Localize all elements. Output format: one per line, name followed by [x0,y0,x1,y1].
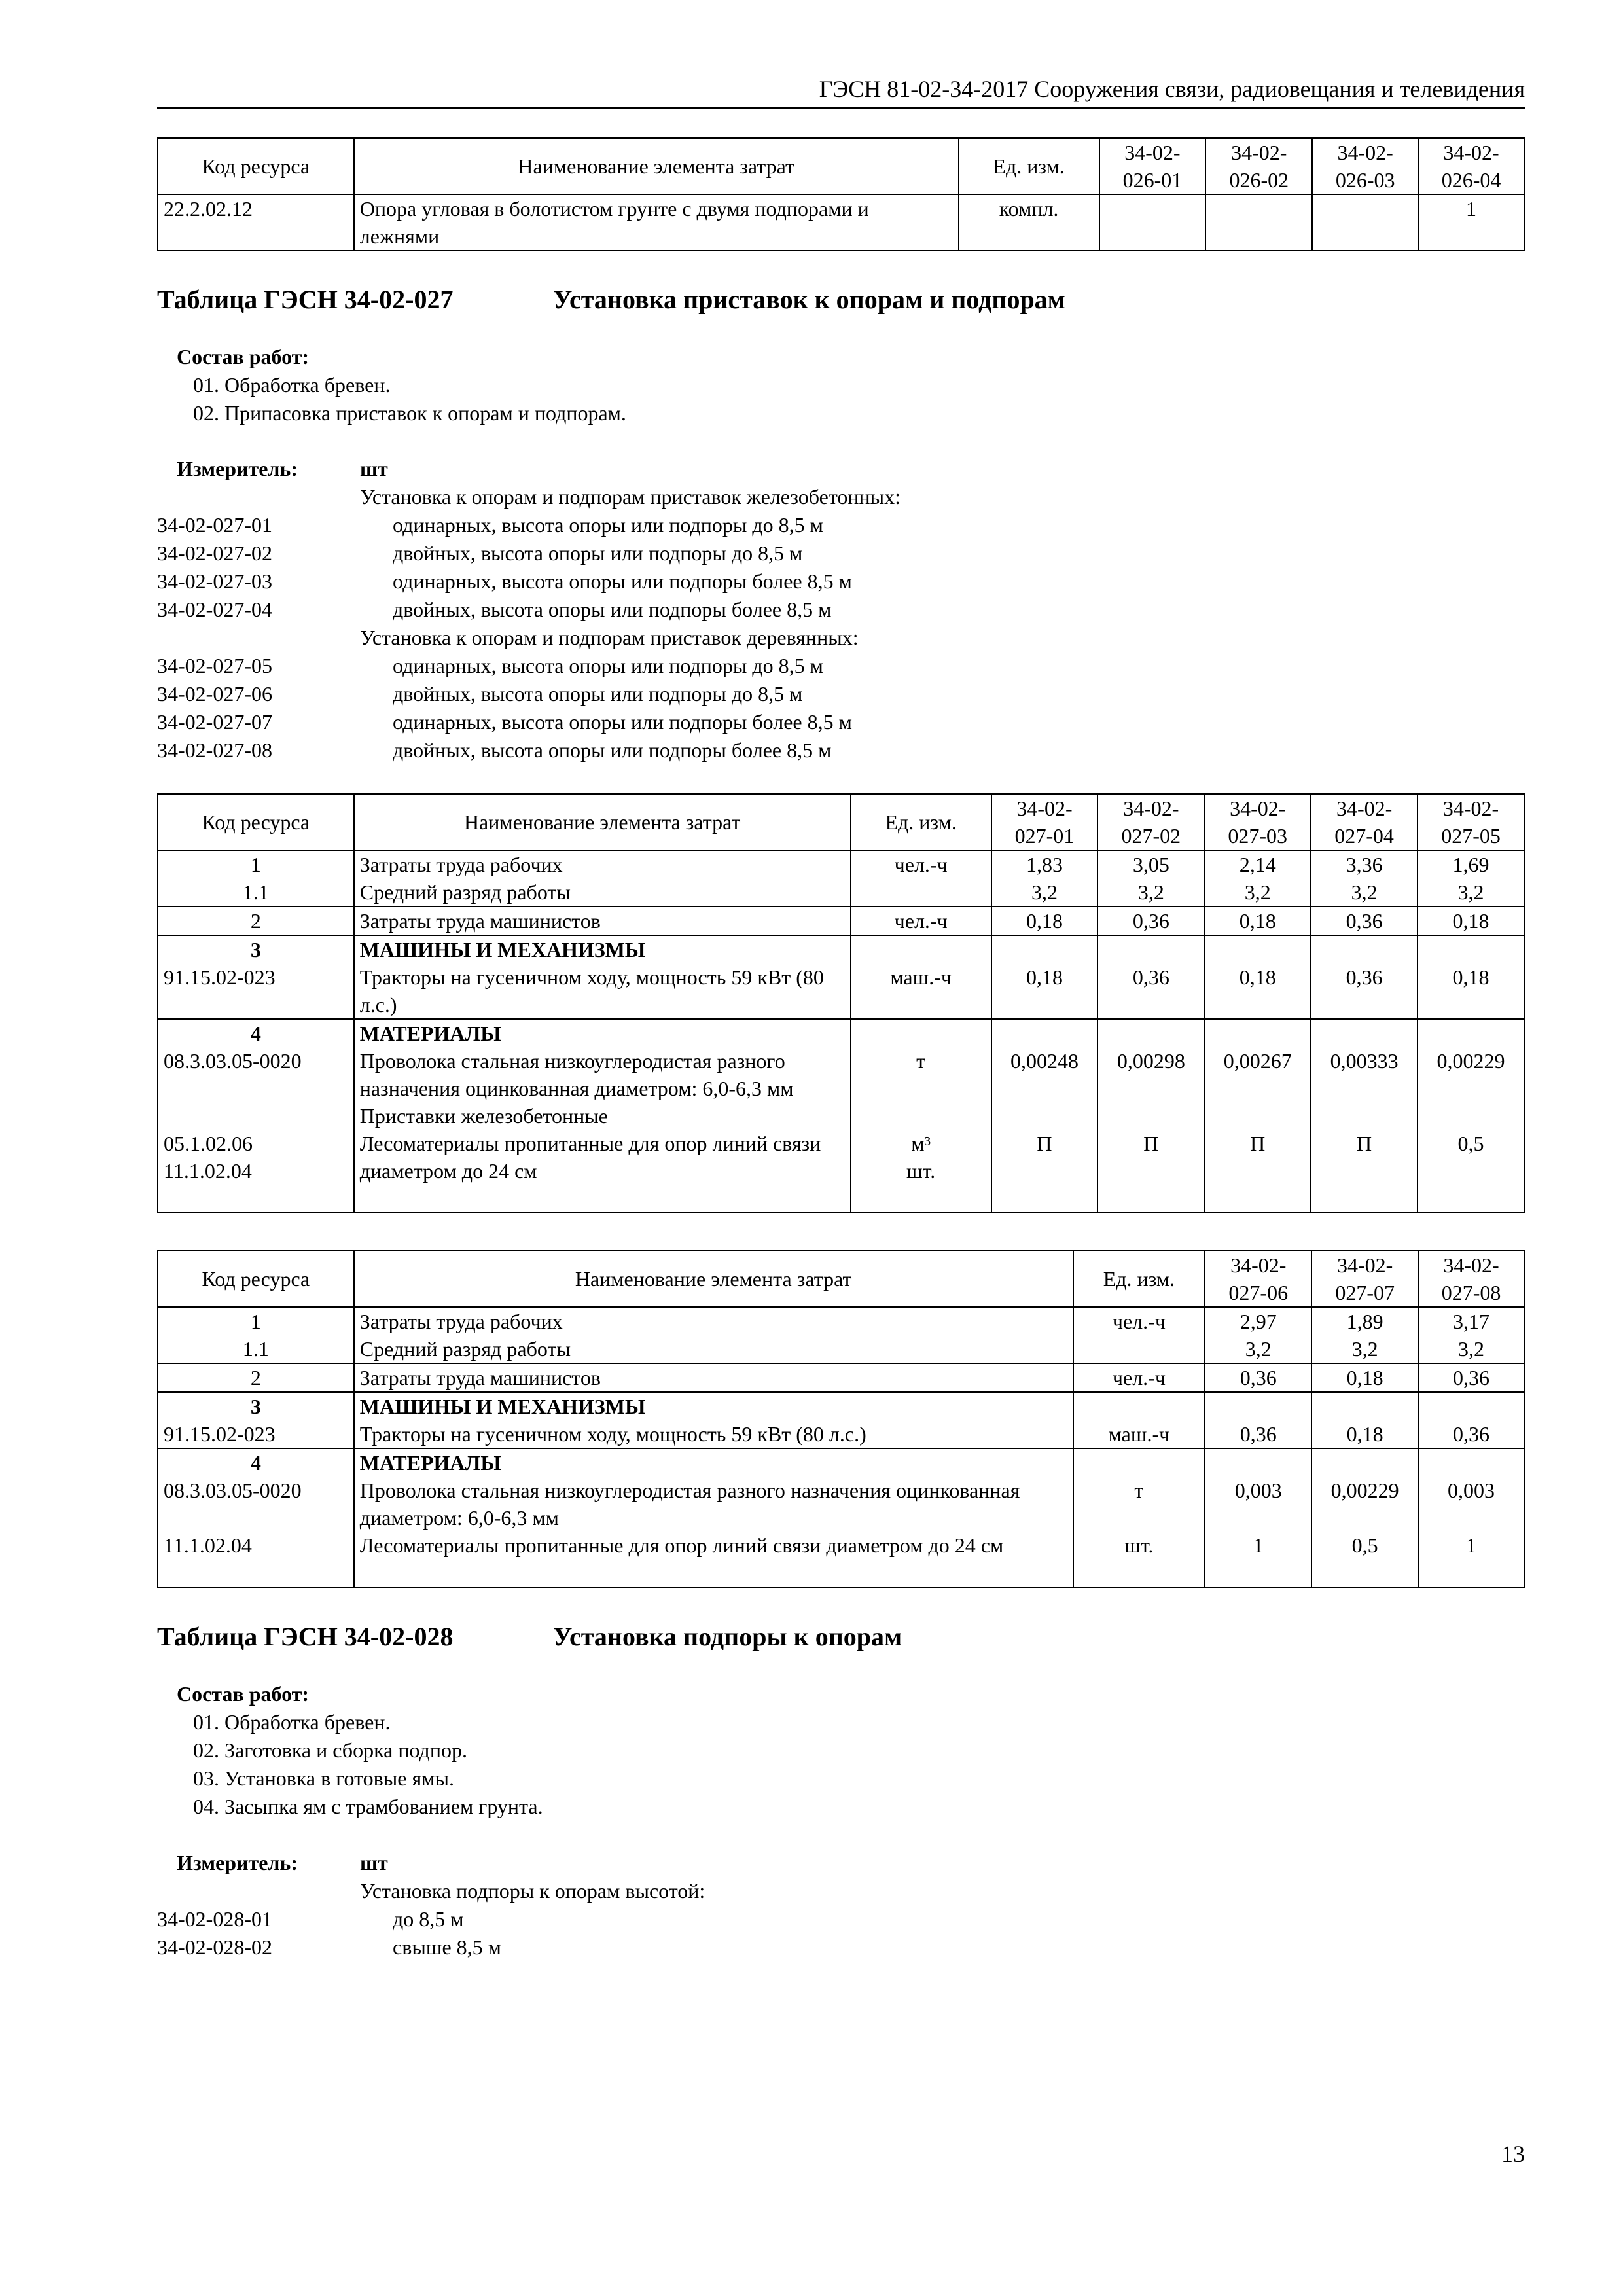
item-text: свыше 8,5 м [393,1935,501,1959]
cell-code: 91.15.02-023 [164,1422,276,1446]
group-heading: МАШИНЫ И МЕХАНИЗМЫ [359,938,646,961]
cell-code: 1.1 [158,878,354,906]
item-code: 34-02-027-07 [157,710,272,734]
header-name: Наименование элемента затрат [354,794,851,850]
table-row [158,1363,1524,1392]
cell-value: 3,2 [991,878,1098,906]
measure-list-028 [157,1849,1400,1962]
group-heading: МАТЕРИАЛЫ [359,1022,501,1045]
cell-code: 22.2.02.12 [158,194,354,251]
cell-value: 0,5 [1351,1534,1378,1557]
cell-unit: чел.-ч [1073,1307,1205,1335]
measure-label: Измеритель: [177,457,298,480]
header-col: 34-02- 026-01 [1099,138,1206,194]
header-col: 34-02- 027-05 [1418,794,1524,850]
running-header: ГЭСН 81-02-34-2017 Сооружения связи, радиовещания и телевидения [157,73,1525,109]
measure-list-027 [157,455,1400,764]
item-text: одинарных, высота опоры или подпоры до 8,5 м [393,654,823,677]
table-number: Таблица ГЭСН 34-02-028 [157,1622,454,1651]
header-code: Код ресурса [158,1251,354,1307]
item-text: двойных, высота опоры или подпоры до 8,5 м [393,682,803,706]
cell-value: 3,2 [1311,1335,1418,1363]
cell-value: П [1357,1132,1372,1155]
table-row [158,1019,1524,1213]
cell-value: 0,18 [991,935,1098,1019]
cell-unit: компл. [959,194,1099,251]
cell-value: 3,2 [1418,1335,1524,1363]
cell-value: 3,2 [1418,878,1524,906]
cell-unit [851,878,991,906]
cell-value: 0,18 [1418,906,1524,935]
table-title: Установка подпоры к опорам [553,1622,902,1651]
table-row [158,1307,1524,1335]
cell-value [1312,194,1418,251]
item-text: одинарных, высота опоры или подпоры более 8,5 м [393,710,852,734]
work-item: 01. Обработка бревен. [193,373,391,397]
cell-value: 2,97 [1205,1307,1311,1335]
cell-value: 0,18 [1346,1422,1383,1446]
table-026-continuation [157,137,1525,251]
table-row [158,1335,1524,1363]
cell-unit: чел.-ч [851,906,991,935]
cell-code: 3 [250,938,261,961]
cell-value: 1 [1253,1534,1264,1557]
resource-table-027-a [157,793,1525,1213]
header-col: 34-02- 027-08 [1418,1251,1524,1307]
cell-value: 0,36 [1311,935,1418,1019]
cell-unit: чел.-ч [1073,1363,1205,1392]
cell-value: 1 [1418,194,1524,251]
table-row [158,935,1524,1019]
cell-code: 1 [158,1307,354,1335]
item-code: 34-02-027-06 [157,682,272,706]
cell-code: 08.3.03.05-0020 [164,1049,302,1073]
cell-value: 0,5 [1457,1132,1484,1155]
cell-value: 3,2 [1204,878,1311,906]
cell-name: Лесоматериалы пропитанные для опор линий связи диаметром до 24 см [359,1132,821,1183]
table-title: Установка приставок к опорам и подпорам [553,285,1065,314]
works-list-027 [157,343,626,427]
cell-value: 3,2 [1311,878,1418,906]
cell-value: 0,36 [1240,1422,1277,1446]
table-row [158,850,1524,878]
header-col: 34-02- 027-03 [1204,794,1311,850]
cell-value: 3,2 [1205,1335,1311,1363]
work-item: 04. Засыпка ям с трамбованием грунта. [193,1795,543,1818]
header-col: 34-02- 027-06 [1205,1251,1311,1307]
cell-name: Тракторы на гусеничном ходу, мощность 59 кВт (80 л.с.) [359,965,824,1016]
cell-value: 1,83 [991,850,1098,878]
measure-label: Измеритель: [177,1851,298,1874]
cell-name: Затраты труда рабочих [354,850,851,878]
header-name: Наименование элемента затрат [354,138,959,194]
table-row [158,878,1524,906]
list-item [157,596,1400,624]
cell-value [1099,194,1206,251]
work-item: 02. Припасовка приставок к опорам и подпорам. [193,401,626,425]
cell-unit [1073,1335,1205,1363]
cell-value: 0,00248 [1010,1049,1079,1073]
cell-value: 0,18 [1311,1363,1418,1392]
item-text: до 8,5 м [393,1907,464,1931]
work-item: 01. Обработка бревен. [193,1710,391,1734]
cell-name: Проволока стальная низкоуглеродистая разного назначения оцинкованная диаметром: 6,0-6,3 мм [359,1049,794,1100]
cell-value: 0,00333 [1330,1049,1399,1073]
header-unit: Ед. изм. [1073,1251,1205,1307]
group-heading: МАТЕРИАЛЫ [359,1451,501,1475]
list-item [157,1905,1400,1933]
header-unit: Ед. изм. [959,138,1099,194]
group-heading: Установка к опорам и подпорам приставок железобетонных: [360,485,901,509]
item-text: одинарных, высота опоры или подпоры до 8,5 м [393,513,823,537]
header-code: Код ресурса [158,794,354,850]
list-item [157,539,1400,567]
item-text: двойных, высота опоры или подпоры более 8,5 м [393,598,832,621]
cell-code: 08.3.03.05-0020 [164,1479,302,1502]
cell-code: 11.1.02.04 [164,1534,252,1557]
cell-unit: чел.-ч [851,850,991,878]
cell-value: 0,36 [1097,935,1204,1019]
cell-code: 1 [158,850,354,878]
list-item [157,567,1400,596]
section-title-028 [157,1620,902,1654]
group-heading: МАШИНЫ И МЕХАНИЗМЫ [359,1395,646,1418]
works-heading: Состав работ: [177,1682,310,1706]
item-code: 34-02-028-01 [157,1907,272,1931]
item-code: 34-02-027-05 [157,654,272,677]
cell-value: П [1143,1132,1159,1155]
cell-value: 0,00229 [1436,1049,1505,1073]
cell-unit: шт. [1124,1534,1154,1557]
header-col: 34-02- 027-07 [1311,1251,1418,1307]
cell-value: 0,00298 [1116,1049,1185,1073]
header-col: 34-02- 026-03 [1312,138,1418,194]
item-code: 34-02-027-02 [157,541,272,565]
cell-value: 0,003 [1448,1479,1495,1502]
item-code: 34-02-027-08 [157,738,272,762]
measure-unit: шт [360,457,388,480]
table-row [158,194,1524,251]
work-item: 03. Установка в готовые ямы. [193,1767,454,1790]
cell-value: 0,36 [1453,1422,1490,1446]
cell-name: Затраты труда рабочих [354,1307,1073,1335]
header-col: 34-02- 026-02 [1205,138,1312,194]
cell-value: П [1250,1132,1266,1155]
cell-value: 1,69 [1418,850,1524,878]
cell-value: 0,18 [991,906,1098,935]
cell-value: 0,36 [1205,1363,1311,1392]
cell-value [1205,194,1312,251]
cell-value: 0,18 [1204,906,1311,935]
cell-value: 0,36 [1311,906,1418,935]
cell-value: 0,36 [1097,906,1204,935]
cell-code: 4 [250,1451,261,1475]
cell-value: 1,89 [1311,1307,1418,1335]
table-header-row [158,1251,1524,1307]
cell-name: Тракторы на гусеничном ходу, мощность 59 кВт (80 л.с.) [359,1422,866,1446]
item-text: двойных, высота опоры или подпоры более 8,5 м [393,738,832,762]
cell-name: Приставки железобетонные [359,1104,608,1128]
list-item [157,1933,1400,1962]
works-heading: Состав работ: [177,345,310,368]
cell-code: 2 [158,1363,354,1392]
item-code: 34-02-027-01 [157,513,272,537]
cell-unit: м³ [911,1132,931,1155]
cell-name: Затраты труда машинистов [354,906,851,935]
table-number: Таблица ГЭСН 34-02-027 [157,285,454,314]
cell-code: 05.1.02.06 [164,1132,253,1155]
table-header-row [158,138,1524,194]
cell-unit: шт. [906,1159,936,1183]
header-name: Наименование элемента затрат [354,1251,1073,1307]
cell-unit: маш.-ч [851,935,991,1019]
works-list-028 [157,1680,543,1821]
cell-name: Лесоматериалы пропитанные для опор линий связи диаметром до 24 см [359,1534,1004,1557]
cell-value: 0,36 [1418,1363,1524,1392]
cell-value: 2,14 [1204,850,1311,878]
cell-name: Опора угловая в болотистом грунте с двумя подпорами и лежнями [354,194,959,251]
item-text: двойных, высота опоры или подпоры до 8,5 м [393,541,803,565]
item-text: одинарных, высота опоры или подпоры более 8,5 м [393,569,852,593]
item-code: 34-02-028-02 [157,1935,272,1959]
work-item: 02. Заготовка и сборка подпор. [193,1738,467,1762]
cell-unit: т [916,1049,926,1073]
cell-name: Средний разряд работы [354,878,851,906]
list-item [157,680,1400,708]
measure-unit: шт [360,1851,388,1874]
cell-code: 3 [250,1395,261,1418]
header-col: 34-02- 027-01 [991,794,1098,850]
cell-code: 11.1.02.04 [164,1159,252,1183]
cell-value: 0,00267 [1223,1049,1292,1073]
item-code: 34-02-027-04 [157,598,272,621]
section-title-027 [157,283,1065,317]
header-unit: Ед. изм. [851,794,991,850]
table-row [158,1392,1524,1448]
header-col: 34-02- 027-02 [1097,794,1204,850]
cell-value: 0,00229 [1330,1479,1399,1502]
cell-value: 0,18 [1204,935,1311,1019]
table-row [158,906,1524,935]
page-number: 13 [1501,2141,1525,2167]
table-header-row [158,794,1524,850]
cell-code: 91.15.02-023 [164,965,276,989]
cell-unit: т [1134,1479,1144,1502]
list-item [157,736,1400,764]
cell-value: 3,17 [1418,1307,1524,1335]
cell-value: П [1037,1132,1052,1155]
cell-code: 1.1 [158,1335,354,1363]
cell-name: Затраты труда машинистов [354,1363,1073,1392]
table-row [158,1448,1524,1587]
cell-value: 0,18 [1418,935,1524,1019]
group-heading: Установка к опорам и подпорам приставок деревянных: [360,626,859,649]
cell-name: Проволока стальная низкоуглеродистая разного назначения оцинкованная диаметром: 6,0-6,3 мм [359,1479,1020,1530]
cell-value: 3,36 [1311,850,1418,878]
cell-value: 1 [1466,1534,1477,1557]
header-col: 34-02- 026-04 [1418,138,1524,194]
cell-code: 2 [158,906,354,935]
resource-table-027-b [157,1250,1525,1588]
list-item [157,511,1400,539]
group-heading: Установка подпоры к опорам высотой: [360,1879,705,1903]
cell-name: Средний разряд работы [354,1335,1073,1363]
cell-value: 3,2 [1097,878,1204,906]
header-code: Код ресурса [158,138,354,194]
item-code: 34-02-027-03 [157,569,272,593]
cell-unit: маш.-ч [1108,1422,1170,1446]
list-item [157,652,1400,680]
cell-code: 4 [250,1022,261,1045]
header-col: 34-02- 027-04 [1311,794,1418,850]
list-item [157,708,1400,736]
cell-value: 3,05 [1097,850,1204,878]
cell-value: 0,003 [1234,1479,1282,1502]
